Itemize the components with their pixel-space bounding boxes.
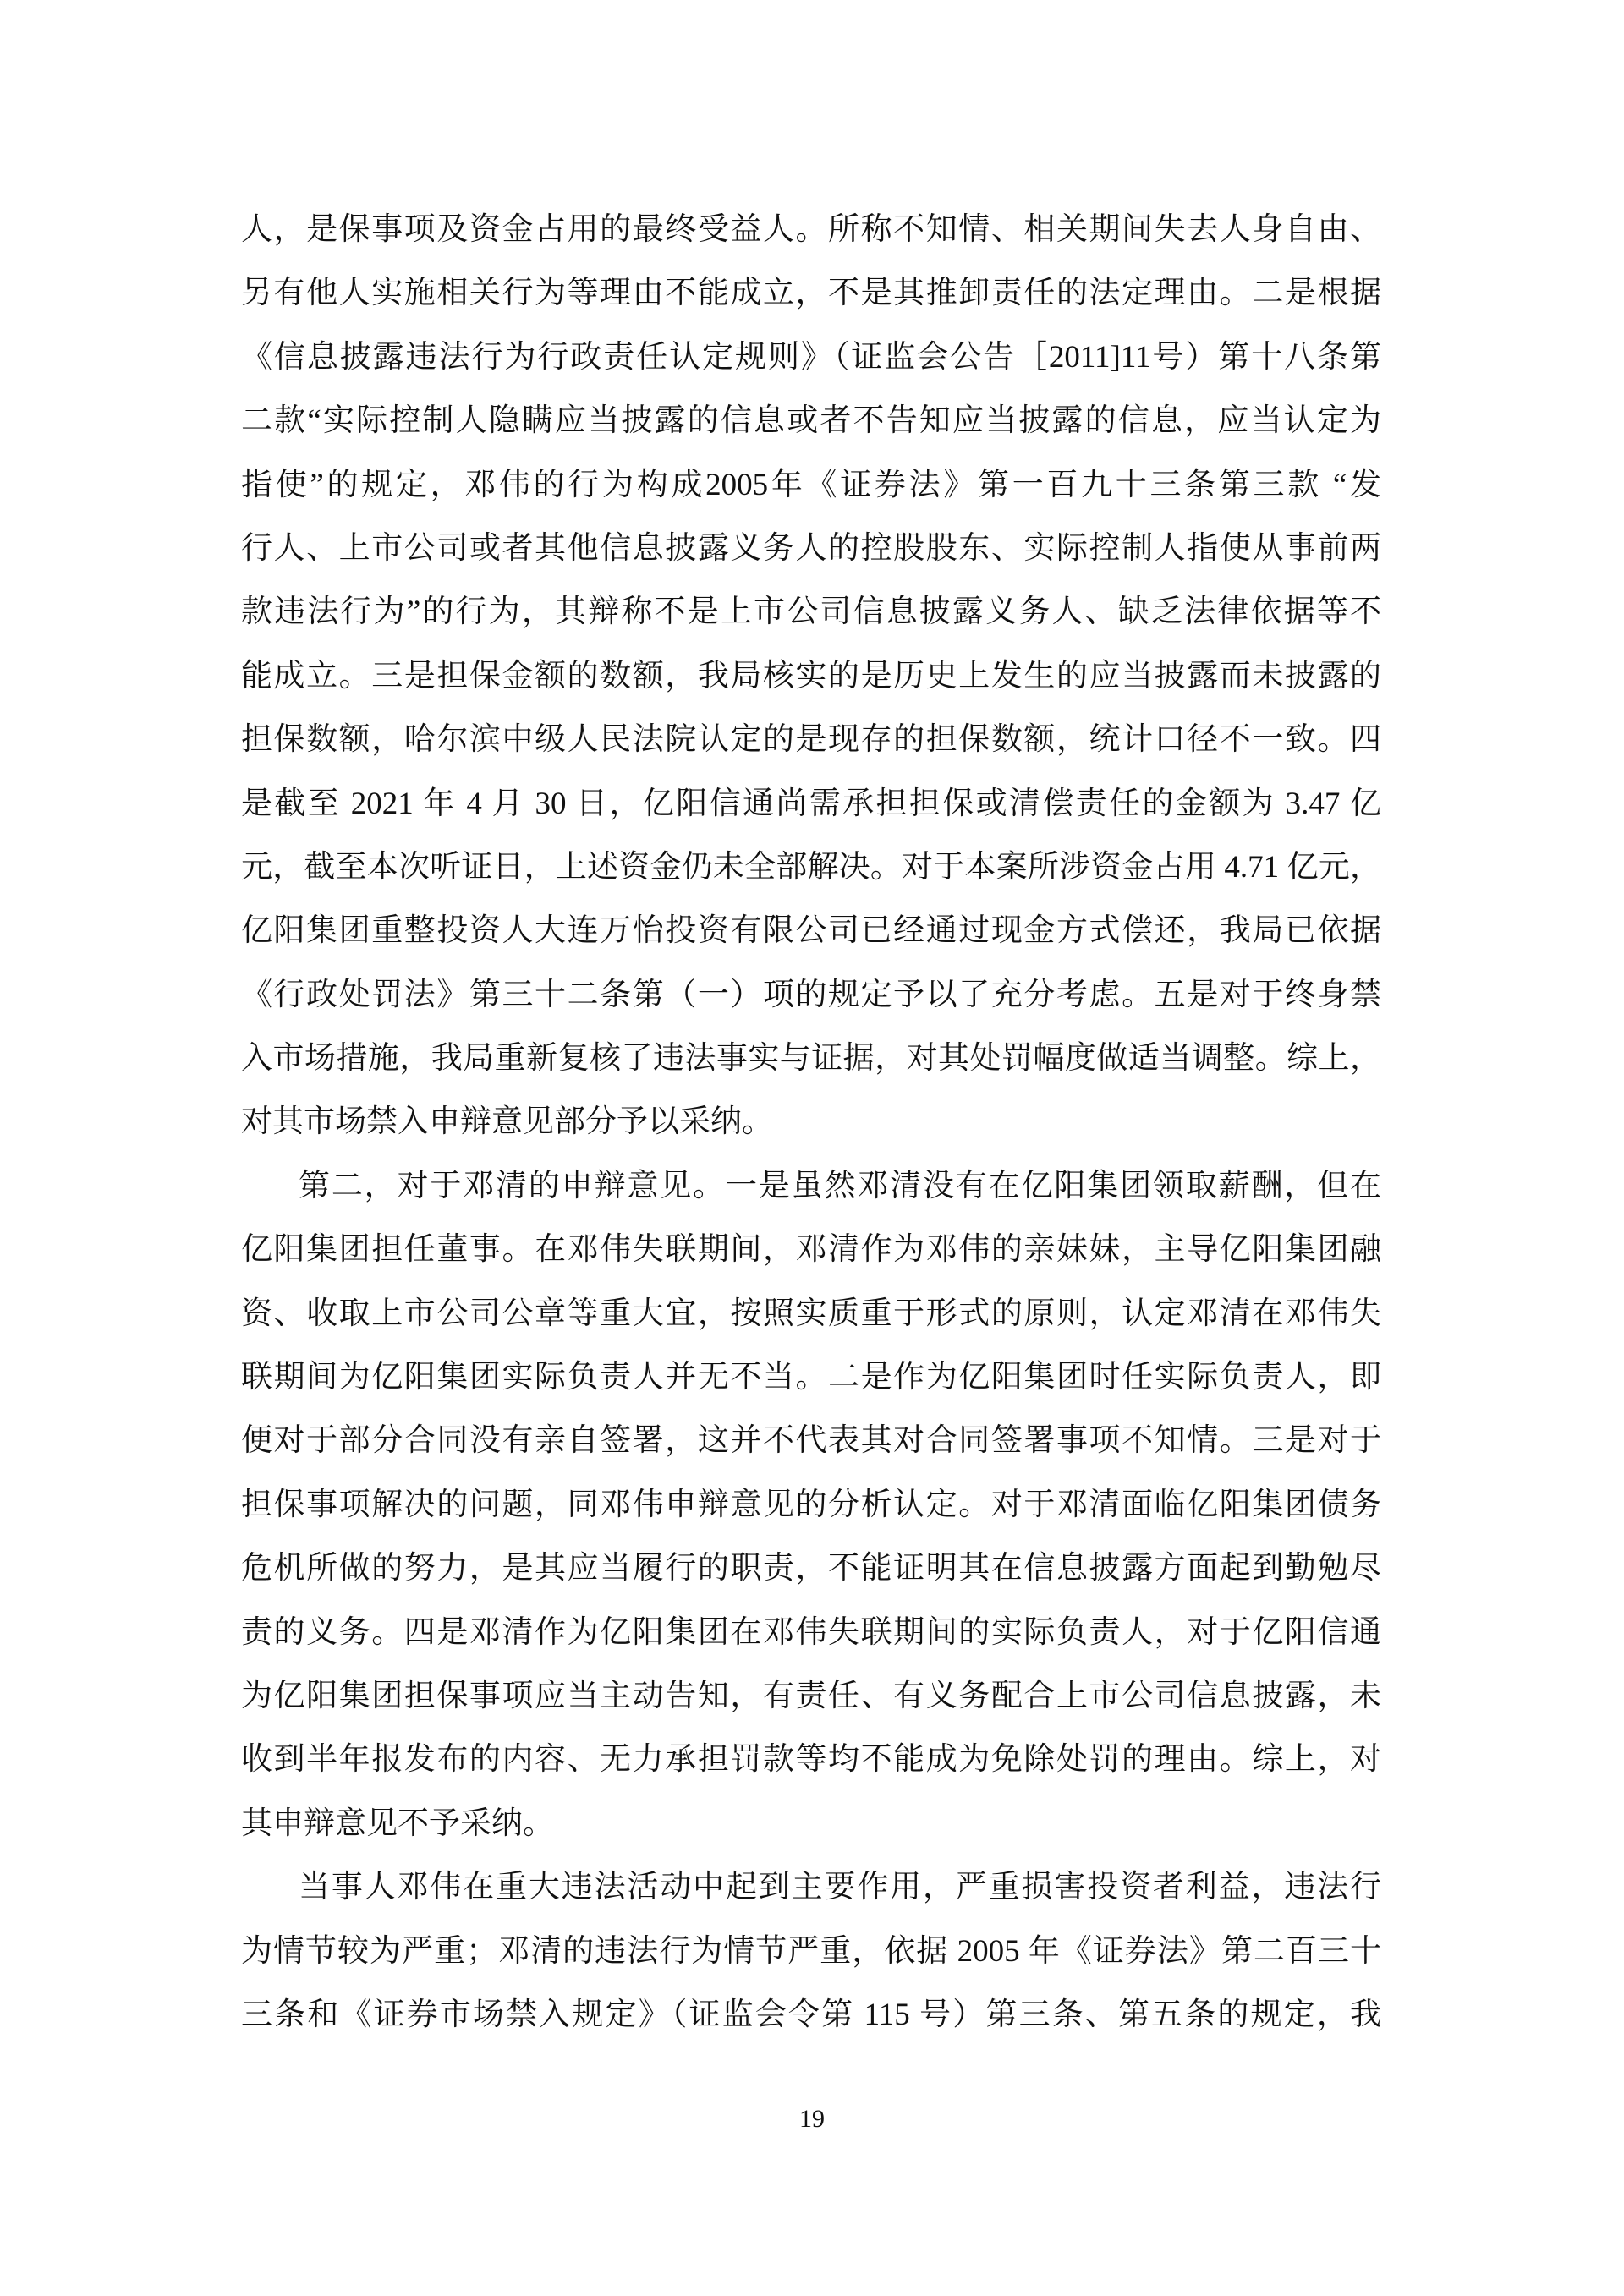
text-line: 联期间为亿阳集团实际负责人并无不当。二是作为亿阳集团时任实际负责人，即 [241, 1360, 1381, 1395]
text-line: 当事人邓伟在重大违法活动中起到主要作用，严重损害投资者利益，违法行 [299, 1870, 1381, 1905]
text-line: 担保事项解决的问题，同邓伟申辩意见的分析认定。对于邓清面临亿阳集团债务 [241, 1487, 1381, 1522]
text-line: 亿阳集团重整投资人大连万怡投资有限公司已经通过现金方式偿还，我局已依据 [241, 913, 1381, 949]
text-line: 为情节较为严重；邓清的违法行为情节严重，依据 2005 年《证券法》第二百三十 [241, 1933, 1381, 1969]
paragraph-deng-qing-defense [241, 1154, 1381, 1855]
text-line: 便对于部分合同没有亲自签署，这并不代表其对合同签署事项不知情。三是对于 [241, 1423, 1381, 1459]
text-line: 《行政处罚法》第三十二条第（一）项的规定予以了充分考虑。五是对于终身禁 [241, 977, 1381, 1012]
text-line: 入市场措施，我局重新复核了违法事实与证据，对其处罚幅度做适当调整。综上， [241, 1041, 1381, 1077]
text-line: 元，截至本次听证日，上述资金仍未全部解决。对于本案所涉资金占用 4.71 亿元， [241, 849, 1381, 885]
text-line: 危机所做的努力，是其应当履行的职责，不能证明其在信息披露方面起到勤勉尽 [241, 1551, 1381, 1586]
text-line: 《信息披露违法行为行政责任认定规则》（证监会公告［2011]11号）第十八条第 [241, 339, 1381, 375]
text-line: 对其市场禁入申辩意见部分予以采纳。 [241, 1104, 773, 1140]
page-number: 19 [799, 2105, 825, 2133]
text-line: 责的义务。四是邓清作为亿阳集团在邓伟失联期间的实际负责人，对于亿阳信通 [241, 1614, 1381, 1650]
text-line: 收到半年报发布的内容、无力承担罚款等均不能成为免除处罚的理由。综上，对 [241, 1742, 1381, 1778]
paragraph-deng-wei-continued [241, 198, 1381, 1154]
document-body [241, 198, 1381, 2047]
text-line: 担保数额，哈尔滨中级人民法院认定的是现存的担保数额，统计口径不一致。四 [241, 722, 1381, 758]
text-line: 亿阳集团担任董事。在邓伟失联期间，邓清作为邓伟的亲妹妹，主导亿阳集团融 [241, 1232, 1381, 1268]
text-line: 能成立。三是担保金额的数额，我局核实的是历史上发生的应当披露而未披露的 [241, 658, 1381, 693]
text-line: 另有他人实施相关行为等理由不能成立，不是其推卸责任的法定理由。二是根据 [241, 276, 1381, 311]
text-line: 是截至 2021 年 4 月 30 日，亿阳信通尚需承担担保或清偿责任的金额为 3.47 亿 [241, 786, 1381, 821]
text-line: 第二，对于邓清的申辩意见。一是虽然邓清没有在亿阳集团领取薪酬，但在 [299, 1168, 1381, 1203]
text-line: 指使”的规定，邓伟的行为构成2005年《证券法》第一百九十三条第三款 “发 [241, 467, 1381, 502]
text-line: 资、收取上市公司公章等重大宜，按照实质重于形式的原则，认定邓清在邓伟失 [241, 1296, 1381, 1331]
paragraph-conclusion [241, 1855, 1381, 2047]
text-line: 行人、上市公司或者其他信息披露义务人的控股股东、实际控制人指使从事前两 [241, 530, 1381, 566]
text-line: 三条和《证券市场禁入规定》（证监会令第 115 号）第三条、第五条的规定，我 [241, 1997, 1381, 2032]
text-line: 二款“实际控制人隐瞒应当披露的信息或者不告知应当披露的信息，应当认定为 [241, 403, 1381, 439]
text-line: 为亿阳集团担保事项应当主动告知，有责任、有义务配合上市公司信息披露，未 [241, 1678, 1381, 1713]
text-line: 人，是保事项及资金占用的最终受益人。所称不知情、相关期间失去人身自由、 [241, 212, 1381, 247]
text-line: 其申辩意见不予采纳。 [241, 1806, 554, 1841]
text-line: 款违法行为”的行为，其辩称不是上市公司信息披露义务人、缺乏法律依据等不 [241, 595, 1381, 630]
